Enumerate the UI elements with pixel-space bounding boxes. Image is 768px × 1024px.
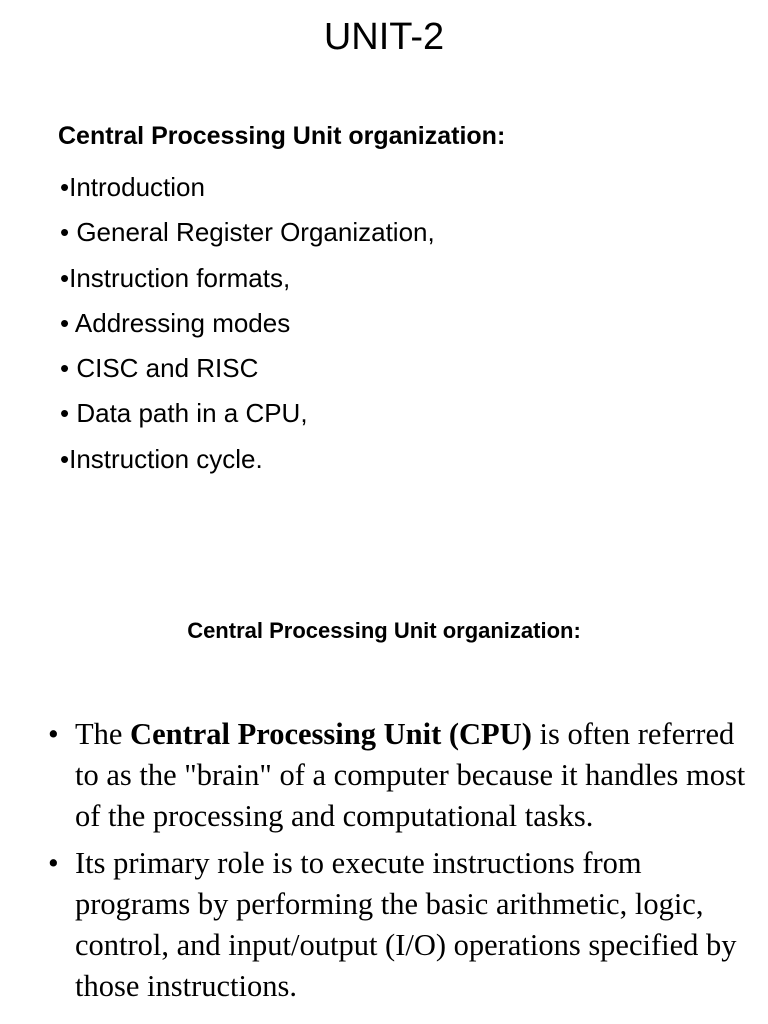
paragraph-text-end: is often referred to as the "brain" of a computer because it handles most of the processing and computational tasks.: [75, 717, 746, 833]
topic-list: [60, 165, 435, 482]
body-paragraph-cpu-definition: [48, 714, 748, 837]
bullet-marker: •: [48, 717, 59, 751]
topic-item-data-path: • Data path in a CPU,: [60, 398, 308, 429]
topic-item-general-register-organization: • General Register Organization,: [60, 217, 435, 248]
cpu-term: Central Processing Unit (CPU): [130, 717, 532, 751]
paragraph-text: Its primary role is to execute instructions from programs by performing the basic arithmetic, logic, control, and input/output (I/O) operations specified by those instructions.: [75, 846, 737, 1003]
topic-item-addressing-modes: • Addressing modes: [60, 307, 291, 338]
bullet-marker: •: [48, 846, 59, 880]
topic-item-instruction-formats: •Instruction formats,: [60, 262, 291, 293]
page-title: UNIT-2: [323, 16, 445, 58]
body-bullet-list: [48, 714, 748, 1013]
slide-heading: Central Processing Unit organization:: [187, 618, 581, 643]
body-paragraph-cpu-role: [48, 843, 748, 1007]
topic-item-introduction: •Introduction: [60, 172, 205, 202]
section-heading: Central Processing Unit organization:: [58, 122, 506, 150]
paragraph-text-start: The: [75, 717, 131, 751]
topic-item-cisc-and-risc: • CISC and RISC: [60, 353, 259, 384]
topic-item-instruction-cycle: •Instruction cycle.: [60, 443, 263, 474]
